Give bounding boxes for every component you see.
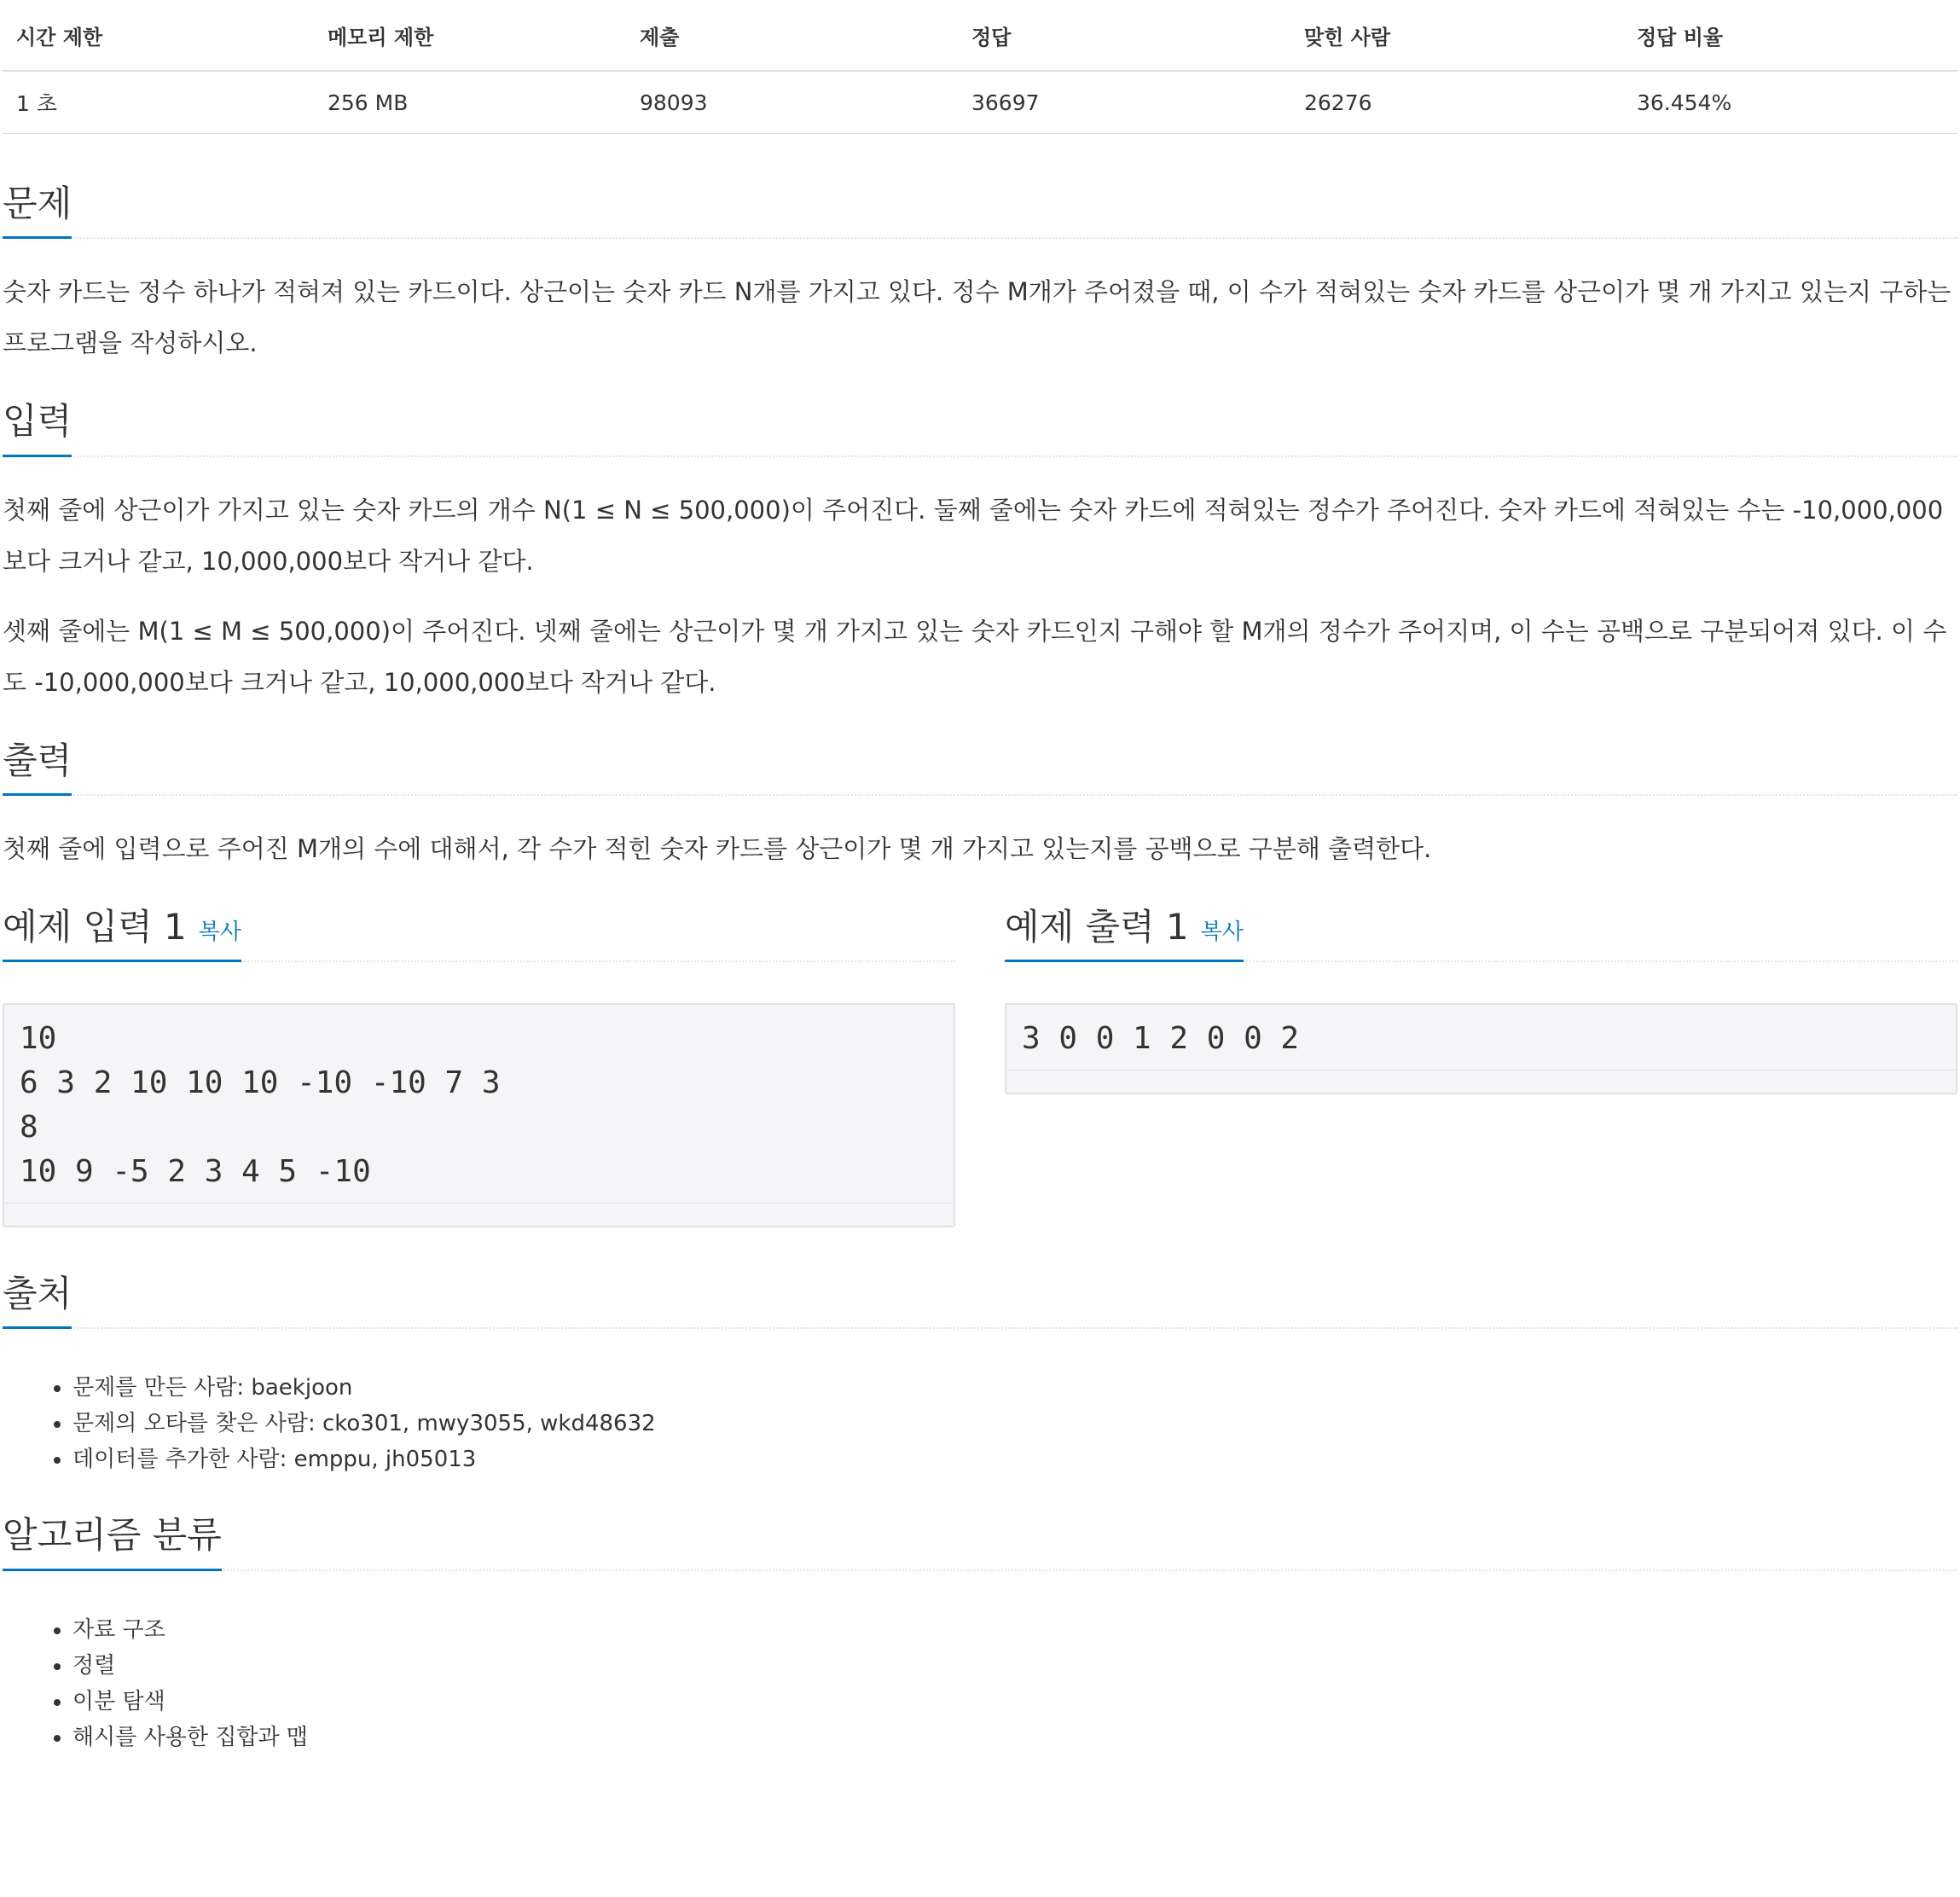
header-accept-ratio: 정답 비율 bbox=[1623, 0, 1957, 71]
source-list bbox=[3, 1370, 1957, 1477]
output-title: 출력 bbox=[3, 740, 72, 796]
sample-output-box bbox=[1005, 1003, 1957, 1094]
problem-description: 숫자 카드는 정수 하나가 적혀져 있는 카드이다. 상근이는 숫자 카드 N개를 가지고 있다. 정수 M개가 주어졌을 때, 이 수가 적혀있는 숫자 카드를 상근이가 몇 개 가지고 있는지 구하는 프로그램을 작성하시오. bbox=[3, 277, 1951, 358]
algorithm-tag-item[interactable]: • 이분 탐색 bbox=[72, 1684, 1957, 1720]
problem-info-table bbox=[3, 0, 1957, 134]
value-memory-limit: 256 MB bbox=[314, 71, 626, 134]
header-accepted: 정답 bbox=[958, 0, 1290, 71]
header-submissions: 제출 bbox=[626, 0, 958, 71]
output-description: 첫째 줄에 입력으로 주어진 M개의 수에 대해서, 각 수가 적힌 숫자 카드를 상근이가 몇 개 가지고 있는지를 공백으로 구분해 출력한다. bbox=[3, 833, 1432, 863]
input-title: 입력 bbox=[3, 401, 72, 456]
algorithm-headline bbox=[3, 1515, 1957, 1570]
source-section bbox=[3, 1273, 1957, 1477]
source-item-data-contributors: • 데이터를 추가한 사람: emppu, jh05013 bbox=[72, 1442, 1957, 1477]
sample-output-headline bbox=[1005, 907, 1957, 962]
input-description-2: 셋째 줄에는 M(1 ≤ M ≤ 500,000)이 주어진다. 넷째 줄에는 상근이가 몇 개 가지고 있는 숫자 카드인지 구해야 할 M개의 정수가 주어지며, 이 수는 공백으로 구분되어져 있다. 이 수도 -10,000,000보다 크거나 같고, 10,000,000보다 작거나 같다. bbox=[3, 616, 1947, 697]
sample-output-title: 예제 출력 1 bbox=[1005, 905, 1189, 948]
sample-input-content: 10 6 3 2 10 10 10 -10 -10 7 3 8 10 9 -5 2 3 4 5 -10 bbox=[20, 1021, 501, 1190]
output-headline bbox=[3, 740, 1957, 796]
sample-output-footer bbox=[1006, 1070, 1956, 1093]
value-accept-ratio: 36.454% bbox=[1623, 71, 1957, 134]
value-submissions: 98093 bbox=[626, 71, 958, 134]
sample-input-heading bbox=[3, 907, 241, 962]
sample-input-footer bbox=[4, 1203, 954, 1226]
algorithm-tag-item[interactable]: • 자료 구조 bbox=[72, 1612, 1957, 1648]
stats-value-row bbox=[3, 71, 1957, 134]
algorithm-section bbox=[3, 1515, 1957, 1755]
output-section bbox=[3, 740, 1957, 874]
input-description-1: 첫째 줄에 상근이가 가지고 있는 숫자 카드의 개수 N(1 ≤ N ≤ 500,000)이 주어진다. 둘째 줄에는 숫자 카드에 적혀있는 정수가 주어진다. 숫자 카드에 적혀있는 수는 -10,000,000보다 크거나 같고, 10,000,000보다 작거나 같다. bbox=[3, 495, 1944, 576]
header-solved-users: 맞힌 사람 bbox=[1290, 0, 1623, 71]
header-time-limit: 시간 제한 bbox=[3, 0, 314, 71]
source-item-author: • 문제를 만든 사람: baekjoon bbox=[72, 1370, 1957, 1406]
problem-title: 문제 bbox=[3, 183, 72, 239]
algorithm-tag-item[interactable]: • 정렬 bbox=[72, 1648, 1957, 1684]
problem-section bbox=[3, 183, 1957, 368]
sample-output-content: 3 0 0 1 2 0 0 2 bbox=[1022, 1021, 1300, 1057]
algorithm-tag-item[interactable]: • 해시를 사용한 집합과 맵 bbox=[72, 1720, 1957, 1755]
source-headline bbox=[3, 1273, 1957, 1329]
problem-headline bbox=[3, 183, 1957, 239]
input-section bbox=[3, 401, 1957, 707]
stats-header-row bbox=[3, 0, 1957, 71]
sample-input-box bbox=[3, 1003, 955, 1227]
header-memory-limit: 메모리 제한 bbox=[314, 0, 626, 71]
sample-input-headline bbox=[3, 907, 955, 962]
samples-row bbox=[3, 907, 1957, 1227]
sample-output-copy-button[interactable]: 복사 bbox=[1200, 919, 1244, 945]
source-item-typo-finders: • 문제의 오타를 찾은 사람: cko301, mwy3055, wkd48632 bbox=[72, 1406, 1957, 1442]
algorithm-tag-list bbox=[3, 1612, 1957, 1755]
sample-input-section bbox=[3, 907, 955, 1227]
value-accepted: 36697 bbox=[958, 71, 1290, 134]
sample-output-section bbox=[1005, 907, 1957, 1227]
source-title: 출처 bbox=[3, 1273, 72, 1329]
value-time-limit: 1 초 bbox=[3, 71, 314, 134]
sample-input-copy-button[interactable]: 복사 bbox=[198, 919, 241, 945]
value-solved-users: 26276 bbox=[1290, 71, 1623, 134]
algorithm-title: 알고리즘 분류 bbox=[3, 1515, 222, 1570]
input-headline bbox=[3, 401, 1957, 456]
sample-input-title: 예제 입력 1 bbox=[3, 905, 187, 948]
sample-output-heading bbox=[1005, 907, 1244, 962]
